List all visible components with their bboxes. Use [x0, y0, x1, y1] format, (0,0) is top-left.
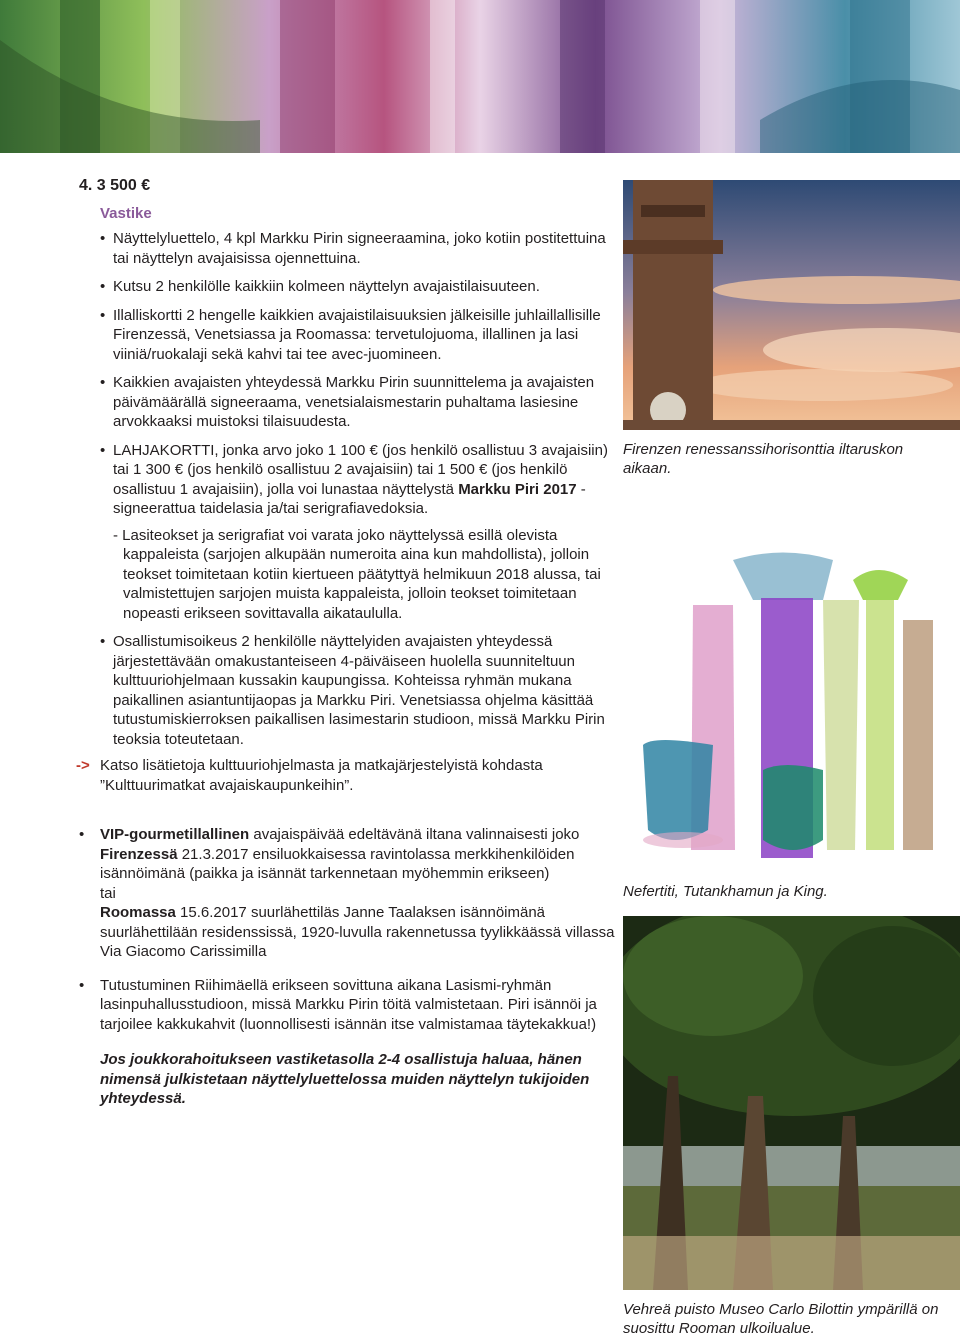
lahjakortti-text: LAHJAKORTTI, jonka arvo joko 1 100 € (jos henkilö osallistuu 3 avajaisiin) tai 1 300 € (jos henkilö osallistuu 2 avajaisiin) tai 1 500 € (jos henkilö osallistuu 1 avajaisiin), jolla voi lunastaa näyttelystä	[113, 441, 608, 498]
final-note: Jos joukkorahoitukseen vastiketasolla 2-4 osallistuja haluaa, hänen nimensä julkistetaan näyttelyluettelossa muiden näyttelyn tukijoiden yhteydessä.	[100, 1051, 590, 1107]
list-item: • Näyttelyluettelo, 4 kpl Markku Pirin signeeraamina, joko kotiin postitettuina tai näyttelyn avajaisissa ojennettuina.	[100, 229, 619, 268]
reward-list	[79, 229, 619, 519]
section-heading: 4. 3 500 €	[79, 177, 151, 194]
caption-vases: Nefertiti, Tutankhamun ja King.	[623, 883, 828, 900]
list-item-riihimaki: • Tutustuminen Riihimäellä erikseen sovittuna aikana Lasismi-ryhmän lasinpuhallusstudioon, missä Markku Pirin töitä valmistetaan. Piri isännöi ja tarjoilee kakkukahvit (luonnollisesti isännän itse valmistamaa täytekakkua!)	[79, 976, 619, 1035]
roma-bold: Roomassa	[100, 904, 176, 921]
tai-text: tai	[100, 884, 116, 902]
vip-text: avajaispäivää edeltävänä iltana valinnaisesti joko	[253, 826, 580, 843]
lahjakortti-tail: -signeerattua taidelasia ja/tai serigrafiavedoksia.	[113, 480, 586, 517]
banner-glass-photo	[0, 0, 960, 153]
firenze-bold: Firenzessä	[100, 845, 178, 863]
list-item: • Osallistumisoikeus 2 henkilölle näyttelyiden avajaisten yhteydessä järjestettävään omakustanteiseen 4-päiväiseen huolella suunniteltuun kulttuuriohjelmaan kussakin kaupungissa. Kohteissa ryhmän mukana paikallinen asiantuntijaopas ja Markku Piri. Venetsiassa ohjelma käsittää tutustumiskierroksen paikallisen lasimestarin studioon, missä Markku Pirin teoksia toteutetaan.	[100, 632, 619, 749]
rome-park-photo	[623, 916, 960, 1290]
section-subheading: Vastike	[100, 204, 152, 222]
list-item: • Illalliskortti 2 hengelle kaikkien avajaistilaisuuksien jälkeisille juhlaillallisille Firenzessä, Venetsiassa ja Roomassa: tervetulojuoma, illallinen ja lasi viiniä/ruokalaji sekä kahvi tai tee avec-juomineen.	[100, 306, 619, 365]
caption-tower: Firenzen renessanssihorisonttia iltaruskon aikaan.	[623, 441, 904, 477]
reward-list-2	[79, 632, 619, 749]
vip-bold: VIP-gourmetillallinen	[100, 826, 250, 843]
caption-park: Vehreä puisto Museo Carlo Bilottin ympärillä on suosittu Rooman ulkoilualue.	[623, 1301, 939, 1337]
glass-vases-photo	[623, 540, 960, 870]
roma-text: 15.6.2017 suurlähettiläs Janne Taalaksen isännöimänä suurlähettilään residenssissä, 1920-luvulla rakennetussa tyylikkäässä villassa Via Giacomo Carissimilla	[100, 904, 615, 960]
lahjakortti-bold: Markku Piri 2017	[458, 480, 577, 498]
florence-tower-photo	[623, 180, 960, 430]
list-item-vip	[79, 825, 619, 962]
dash-item: - Lasiteokset ja serigrafiat voi varata joko näyttelyssä esillä olevista kappaleista (sarjojen alkupään numeroita aina kun mahdollista), jolloin teokset toimitetaan kotiin kiertueen päätyttyä helmikuun 2018 alussa, tai valmistettujen sarjojen muista kappaleista, jolloin teokset toimitetaan nopeasti erikseen sovittavalla aikataululla.	[113, 526, 601, 622]
list-item-lahjakortti	[100, 441, 619, 519]
arrow-icon: ->	[76, 757, 90, 774]
list-item: • Kutsu 2 henkilölle kaikkiin kolmeen näyttelyn avajaistilaisuuteen.	[100, 277, 619, 297]
main-text-column	[76, 176, 619, 1109]
note-line	[76, 756, 619, 795]
extras-list	[79, 825, 619, 1034]
list-item: • Kaikkien avajaisten yhteydessä Markku Pirin suunnittelema ja avajaisten päivämäärällä signeeraama, venetsialaismestarin puhaltama lasiesine arvokkaaksi muistoksi tilaisuudesta.	[100, 373, 619, 432]
note-text: Katso lisätietoja kulttuuriohjelmasta ja matkajärjestelyistä kohdasta ”Kulttuurimatkat avajaiskaupunkeihin”.	[100, 757, 543, 794]
firenze-text: 21.3.2017 ensiluokkaisessa ravintolassa merkkihenkilöiden isännöimänä (paikka ja isännät tarkennetaan myöhemmin erikseen)	[100, 845, 575, 882]
